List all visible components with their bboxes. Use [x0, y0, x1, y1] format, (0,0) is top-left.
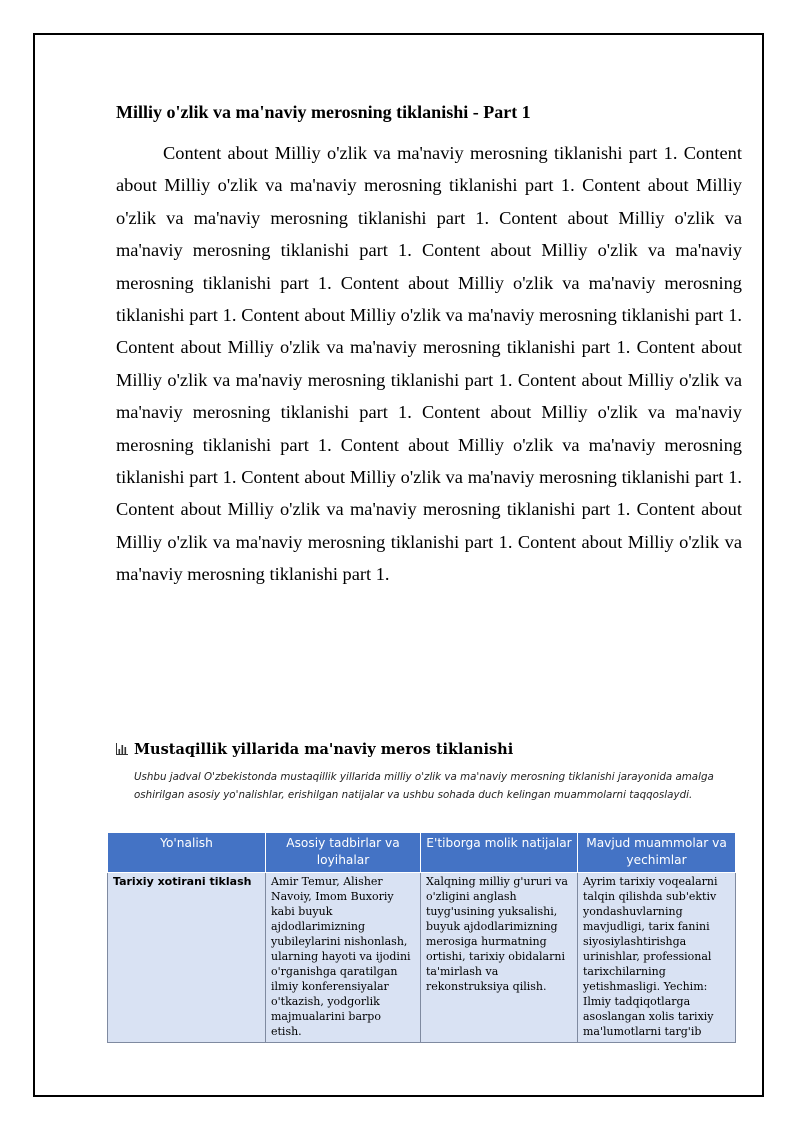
table-cell-problems: Ayrim tarixiy voqealarni talqin qilishda sub'ektiv yondashuvlarning mavjudligi, tarix fanini siyosiylashtirishga urinishlar, professional tarixchilarning yetishmasligi. Yechim: Ilmiy tadqiqotlarga asoslangan xolis tarixiy ma'lumotlarni targ'ib [578, 873, 736, 1043]
comparison-table [107, 832, 736, 1043]
document-title: Milliy o'zlik va ma'naviy merosning tiklanishi - Part 1 [116, 102, 531, 122]
bar-chart-icon [116, 741, 128, 753]
table-section-title: Mustaqillik yillarida ma'naviy meros tiklanishi [134, 741, 514, 758]
column-header-direction: Yo'nalish [108, 833, 266, 873]
column-header-activities: Asosiy tadbirlar va loyihalar [266, 833, 421, 873]
table-cell-direction: Tarixiy xotirani tiklash [108, 873, 266, 1043]
column-header-problems: Mavjud muammolar va yechimlar [578, 833, 736, 873]
column-header-results: E'tiborga molik natijalar [421, 833, 578, 873]
table-cell-activities: Amir Temur, Alisher Navoiy, Imom Buxoriy kabi buyuk ajdodlarimizning yubileylarini nishonlash, ularning hayoti va ijodini o'rganishga qaratilgan ilmiy konferensiyalar o'tkazish, yodgorlik majmualarini barpo etish. [266, 873, 421, 1043]
table-caption: Ushbu jadval O'zbekistonda mustaqillik yillarida milliy o'zlik va ma'naviy merosning tiklanishi jarayonida amalga oshirilgan asosiy yo'nalishlar, erishilgan natijalar va ushbu sohada duch kelingan muammolarni taqqoslaydi. [134, 771, 714, 801]
table-cell-results: Xalqning milliy g'ururi va o'zligini anglash tuyg'usining yuksalishi, buyuk ajdodlarimizning merosiga hurmatning ortishi, tarixiy obidalarni ta'mirlash va rekonstruksiya qilish. [421, 873, 578, 1043]
table-section-heading [116, 740, 744, 760]
body-paragraph: Content about Milliy o'zlik va ma'naviy merosning tiklanishi part 1. Content about Milliy o'zlik va ma'naviy merosning tiklanishi part 1. Content about Milliy o'zlik va ma'naviy merosning tiklanishi part 1. Content about Milliy o'zlik va ma'naviy merosning tiklanishi part 1. Content about Milliy o'zlik va ma'naviy merosning tiklanishi part 1. Content about Milliy o'zlik va ma'naviy merosning tiklanishi part 1. Content about Milliy o'zlik va ma'naviy merosning tiklanishi part 1. Content about Milliy o'zlik va ma'naviy merosning tiklanishi part 1. Content about Milliy o'zlik va ma'naviy merosning tiklanishi part 1. Content about Milliy o'zlik va ma'naviy merosning tiklanishi part 1. Content about Milliy o'zlik va ma'naviy merosning tiklanishi part 1. Content about Milliy o'zlik va ma'naviy merosning tiklanishi part 1. Content about Milliy o'zlik va ma'naviy merosning tiklanishi part 1. Content about Milliy o'zlik va ma'naviy merosning tiklanishi part 1. Content about Milliy o'zlik va ma'naviy merosning tiklanishi part 1. Content about Milliy o'zlik va ma'naviy merosning tiklanishi part 1. [116, 143, 742, 585]
table-row [108, 873, 736, 1043]
table-header-row [108, 833, 736, 873]
